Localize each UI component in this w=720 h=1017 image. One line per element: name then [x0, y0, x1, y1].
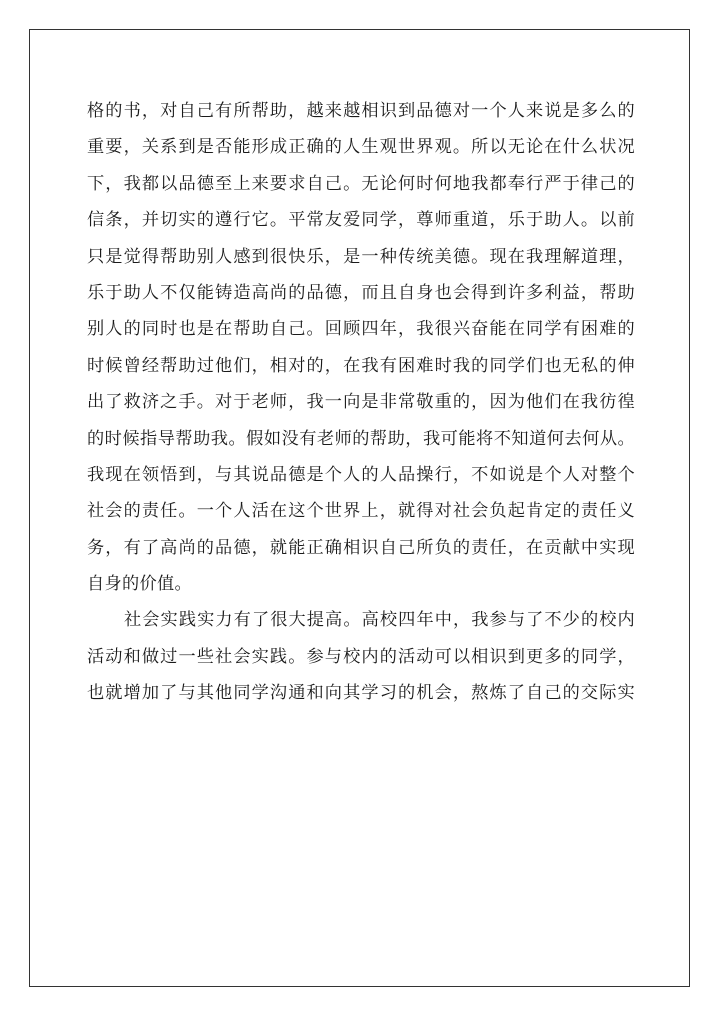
text-line: 信条，并切实的遵行它。平常友爱同学，尊师重道，乐于助人。以前: [87, 210, 635, 231]
text-line: 乐于助人不仅能铸造高尚的品德，而且自身也会得到许多利益，帮助: [87, 282, 635, 303]
paragraph-character: [87, 93, 635, 602]
text-line: 时候曾经帮助过他们，相对的，在我有困难时我的同学们也无私的伸: [87, 355, 635, 376]
text-line: 的时候指导帮助我。假如没有老师的帮助，我可能将不知道何去何从。: [87, 428, 635, 449]
document-body: [87, 93, 635, 712]
paragraph-social-practice: [87, 602, 635, 711]
text-line: 只是觉得帮助别人感到很快乐，是一种传统美德。现在我理解道理，: [87, 246, 635, 267]
text-line: 格的书，对自己有所帮助，越来越相识到品德对一个人来说是多么的: [87, 101, 635, 121]
text-line: 别人的同时也是在帮助自己。回顾四年，我很兴奋能在同学有困难的: [87, 319, 635, 340]
text-line: 下，我都以品德至上来要求自己。无论何时何地我都奉行严于律己的: [87, 173, 635, 194]
text-line: 也就增加了与其他同学沟通和向其学习的机会，熬炼了自己的交际实: [87, 683, 635, 704]
text-line: 社会的责任。一个人活在这个世界上，就得对社会负起肯定的责任义: [87, 501, 635, 522]
text-line: 自身的价值。: [87, 574, 192, 595]
text-line: 活动和做过一些社会实践。参与校内的活动可以相识到更多的同学，: [87, 646, 635, 667]
text-line: 我现在领悟到，与其说品德是个人的人品操行，不如说是个人对整个: [87, 464, 635, 485]
text-line: 务，有了高尚的品德，就能正确相识自己所负的责任，在贡献中实现: [87, 537, 635, 558]
text-line: 社会实践实力有了很大提高。高校四年中，我参与了不少的校内: [124, 610, 635, 631]
text-line: 出了救济之手。对于老师，我一向是非常敬重的，因为他们在我彷徨: [87, 392, 635, 413]
text-line: 重要，关系到是否能形成正确的人生观世界观。所以无论在什么状况: [87, 137, 635, 158]
